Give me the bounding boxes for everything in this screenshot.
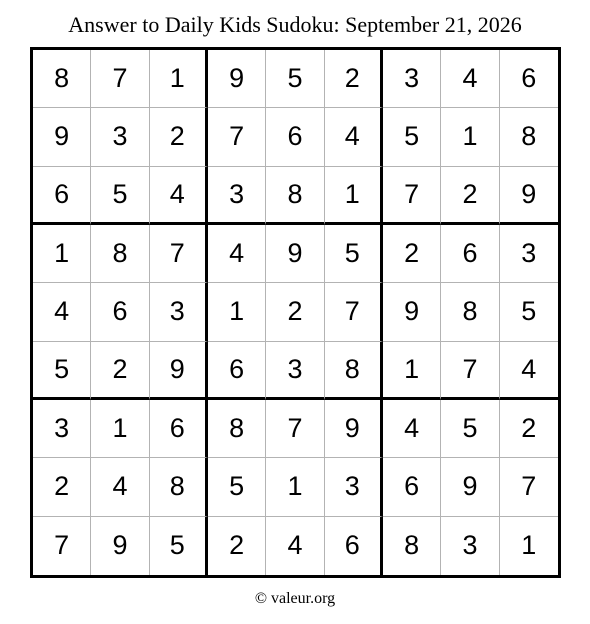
sudoku-cell: 5	[383, 108, 441, 166]
sudoku-cell: 8	[325, 342, 383, 400]
sudoku-cell: 3	[383, 50, 441, 108]
sudoku-cell: 8	[208, 400, 266, 458]
sudoku-cell: 4	[383, 400, 441, 458]
sudoku-cell: 9	[500, 167, 558, 225]
sudoku-board	[30, 47, 561, 578]
sudoku-cell: 3	[33, 400, 91, 458]
sudoku-cell: 6	[500, 50, 558, 108]
sudoku-cell: 9	[383, 283, 441, 341]
sudoku-cell: 2	[150, 108, 208, 166]
sudoku-cell: 4	[33, 283, 91, 341]
sudoku-cell: 1	[383, 342, 441, 400]
sudoku-cell: 5	[91, 167, 149, 225]
sudoku-cell: 2	[383, 225, 441, 283]
sudoku-cell: 2	[266, 283, 324, 341]
sudoku-cell: 3	[441, 517, 499, 575]
sudoku-cell: 1	[521, 530, 537, 561]
sudoku-cell: 3	[208, 167, 266, 225]
sudoku-cell: 3	[266, 342, 324, 400]
sudoku-cell: 9	[441, 458, 499, 516]
sudoku-cell: 5	[266, 50, 324, 108]
sudoku-cell: 2	[500, 400, 558, 458]
sudoku-cell: 5	[150, 517, 208, 575]
sudoku-cell: 9	[208, 50, 266, 108]
sudoku-cell: 7	[500, 458, 558, 516]
sudoku-cell: 9	[325, 400, 383, 458]
sudoku-cell: 7	[325, 283, 383, 341]
sudoku-cell: 3	[91, 108, 149, 166]
sudoku-cell: 9	[150, 342, 208, 400]
sudoku-cell: 6	[325, 517, 383, 575]
sudoku-cell: 1	[91, 400, 149, 458]
sudoku-cell: 6	[441, 225, 499, 283]
sudoku-cell: 8	[441, 283, 499, 341]
sudoku-cell: 9	[33, 108, 91, 166]
sudoku-cell: 5	[325, 225, 383, 283]
sudoku-cell: 9	[266, 225, 324, 283]
sudoku-cell: 1	[266, 458, 324, 516]
sudoku-cell: 3	[150, 283, 208, 341]
sudoku-cell: 2	[91, 342, 149, 400]
sudoku-cell: 5	[33, 342, 91, 400]
sudoku-cell: 2	[441, 167, 499, 225]
sudoku-cell: 7	[383, 167, 441, 225]
sudoku-cell: 2	[33, 458, 91, 516]
sudoku-cell: 7	[441, 342, 499, 400]
sudoku-cell: 4	[325, 108, 383, 166]
sudoku-cell: 4	[91, 458, 149, 516]
sudoku-cell: 7	[33, 517, 91, 575]
sudoku-cell: 4	[266, 517, 324, 575]
sudoku-cell: 7	[208, 108, 266, 166]
sudoku-cell: 8	[266, 167, 324, 225]
sudoku-cell: 5	[208, 458, 266, 516]
sudoku-cell: 9	[91, 517, 149, 575]
sudoku-cell: 4	[441, 50, 499, 108]
sudoku-cell: 6	[91, 283, 149, 341]
sudoku-cell: 7	[91, 50, 149, 108]
sudoku-cell: 3	[500, 225, 558, 283]
sudoku-cell: 4	[208, 225, 266, 283]
sudoku-cell: 7	[150, 225, 208, 283]
sudoku-cell: 3	[325, 458, 383, 516]
sudoku-cell: 8	[383, 517, 441, 575]
sudoku-cell: 1	[441, 108, 499, 166]
sudoku-cell: 5	[441, 400, 499, 458]
sudoku-cell: 4	[150, 167, 208, 225]
sudoku-cell: 2	[208, 517, 266, 575]
sudoku-cell: 6	[33, 167, 91, 225]
sudoku-cell: 6	[208, 342, 266, 400]
sudoku-cell: 8	[500, 108, 558, 166]
sudoku-cell: 6	[150, 400, 208, 458]
sudoku-cell: 7	[266, 400, 324, 458]
sudoku-cell: 8	[33, 50, 91, 108]
sudoku-cell: 1	[150, 50, 208, 108]
sudoku-cell: 6	[266, 108, 324, 166]
sudoku-cell: 1	[325, 167, 383, 225]
sudoku-cell: 1	[208, 283, 266, 341]
sudoku-cell: 5	[500, 283, 558, 341]
sudoku-cell: 8	[150, 458, 208, 516]
sudoku-cell: 1	[33, 225, 91, 283]
sudoku-cell: 6	[383, 458, 441, 516]
sudoku-cell: 8	[91, 225, 149, 283]
sudoku-cell: 2	[325, 50, 383, 108]
sudoku-cell: 4	[500, 342, 558, 400]
copyright-footer: © valeur.org	[254, 590, 336, 607]
page-title: Answer to Daily Kids Sudoku: September 21, 2026	[68, 12, 522, 37]
